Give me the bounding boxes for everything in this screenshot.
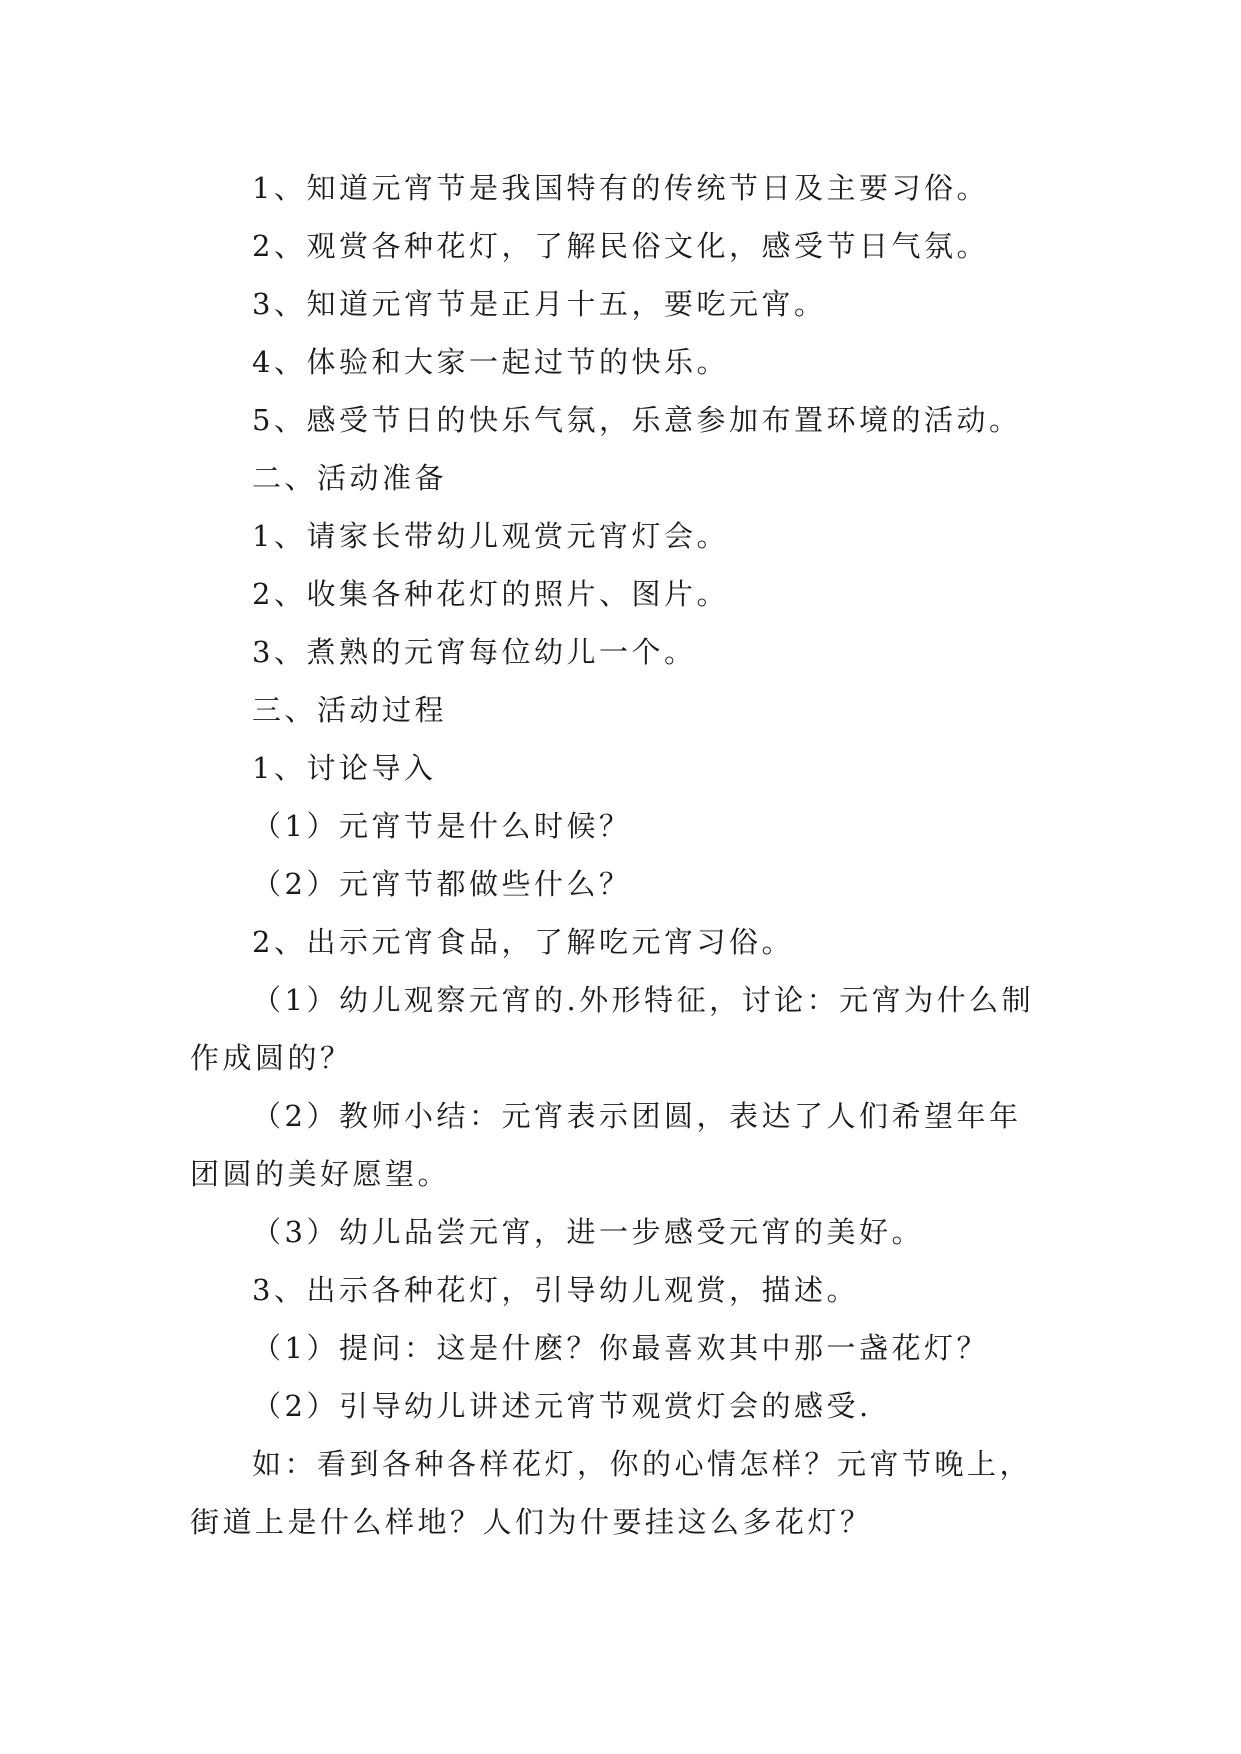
text-line: 1、请家长带幼儿观赏元宵灯会。 [252, 519, 729, 553]
text-line: 如：看到各种各样花灯，你的心情怎样？元宵节晚上， [252, 1447, 1033, 1481]
section-heading: 二、活动准备 [252, 461, 448, 495]
text-line: （1）元宵节是什么时候？ [252, 809, 632, 843]
text-line: （2）引导幼儿讲述元宵节观赏灯会的感受. [252, 1389, 872, 1423]
text-line: 5、感受节日的快乐气氛，乐意参加布置环境的活动。 [252, 403, 1022, 437]
text-line: 2、出示元宵食品，了解吃元宵习俗。 [252, 925, 794, 959]
text-line: 作成圆的？ [190, 1041, 353, 1075]
text-line: 1、讨论导入 [252, 751, 437, 785]
text-line: 2、观赏各种花灯，了解民俗文化，感受节日气氛。 [252, 229, 989, 263]
text-line: 3、知道元宵节是正月十五，要吃元宵。 [252, 287, 827, 321]
text-line: 团圆的美好愿望。 [190, 1157, 451, 1191]
section-heading: 三、活动过程 [252, 693, 448, 727]
text-line: （2）元宵节都做些什么？ [252, 867, 632, 901]
text-line: 1、知道元宵节是我国特有的传统节日及主要习俗。 [252, 171, 989, 205]
text-line: （2）教师小结：元宵表示团圆，表达了人们希望年年 [252, 1099, 1022, 1133]
text-line: 2、收集各种花灯的照片、图片。 [252, 577, 729, 611]
text-line: 街道上是什么样地？人们为什要挂这么多花灯？ [190, 1505, 873, 1539]
text-line: 3、煮熟的元宵每位幼儿一个。 [252, 635, 697, 669]
text-line: 4、体验和大家一起过节的快乐。 [252, 345, 729, 379]
text-line: （1）提问：这是什麽？你最喜欢其中那一盏花灯？ [252, 1331, 989, 1365]
text-line: （1）幼儿观察元宵的.外形特征，讨论：元宵为什么制 [252, 983, 1035, 1017]
text-line: （3）幼儿品尝元宵，进一步感受元宵的美好。 [252, 1215, 924, 1249]
text-line: 3、出示各种花灯，引导幼儿观赏，描述。 [252, 1273, 859, 1307]
